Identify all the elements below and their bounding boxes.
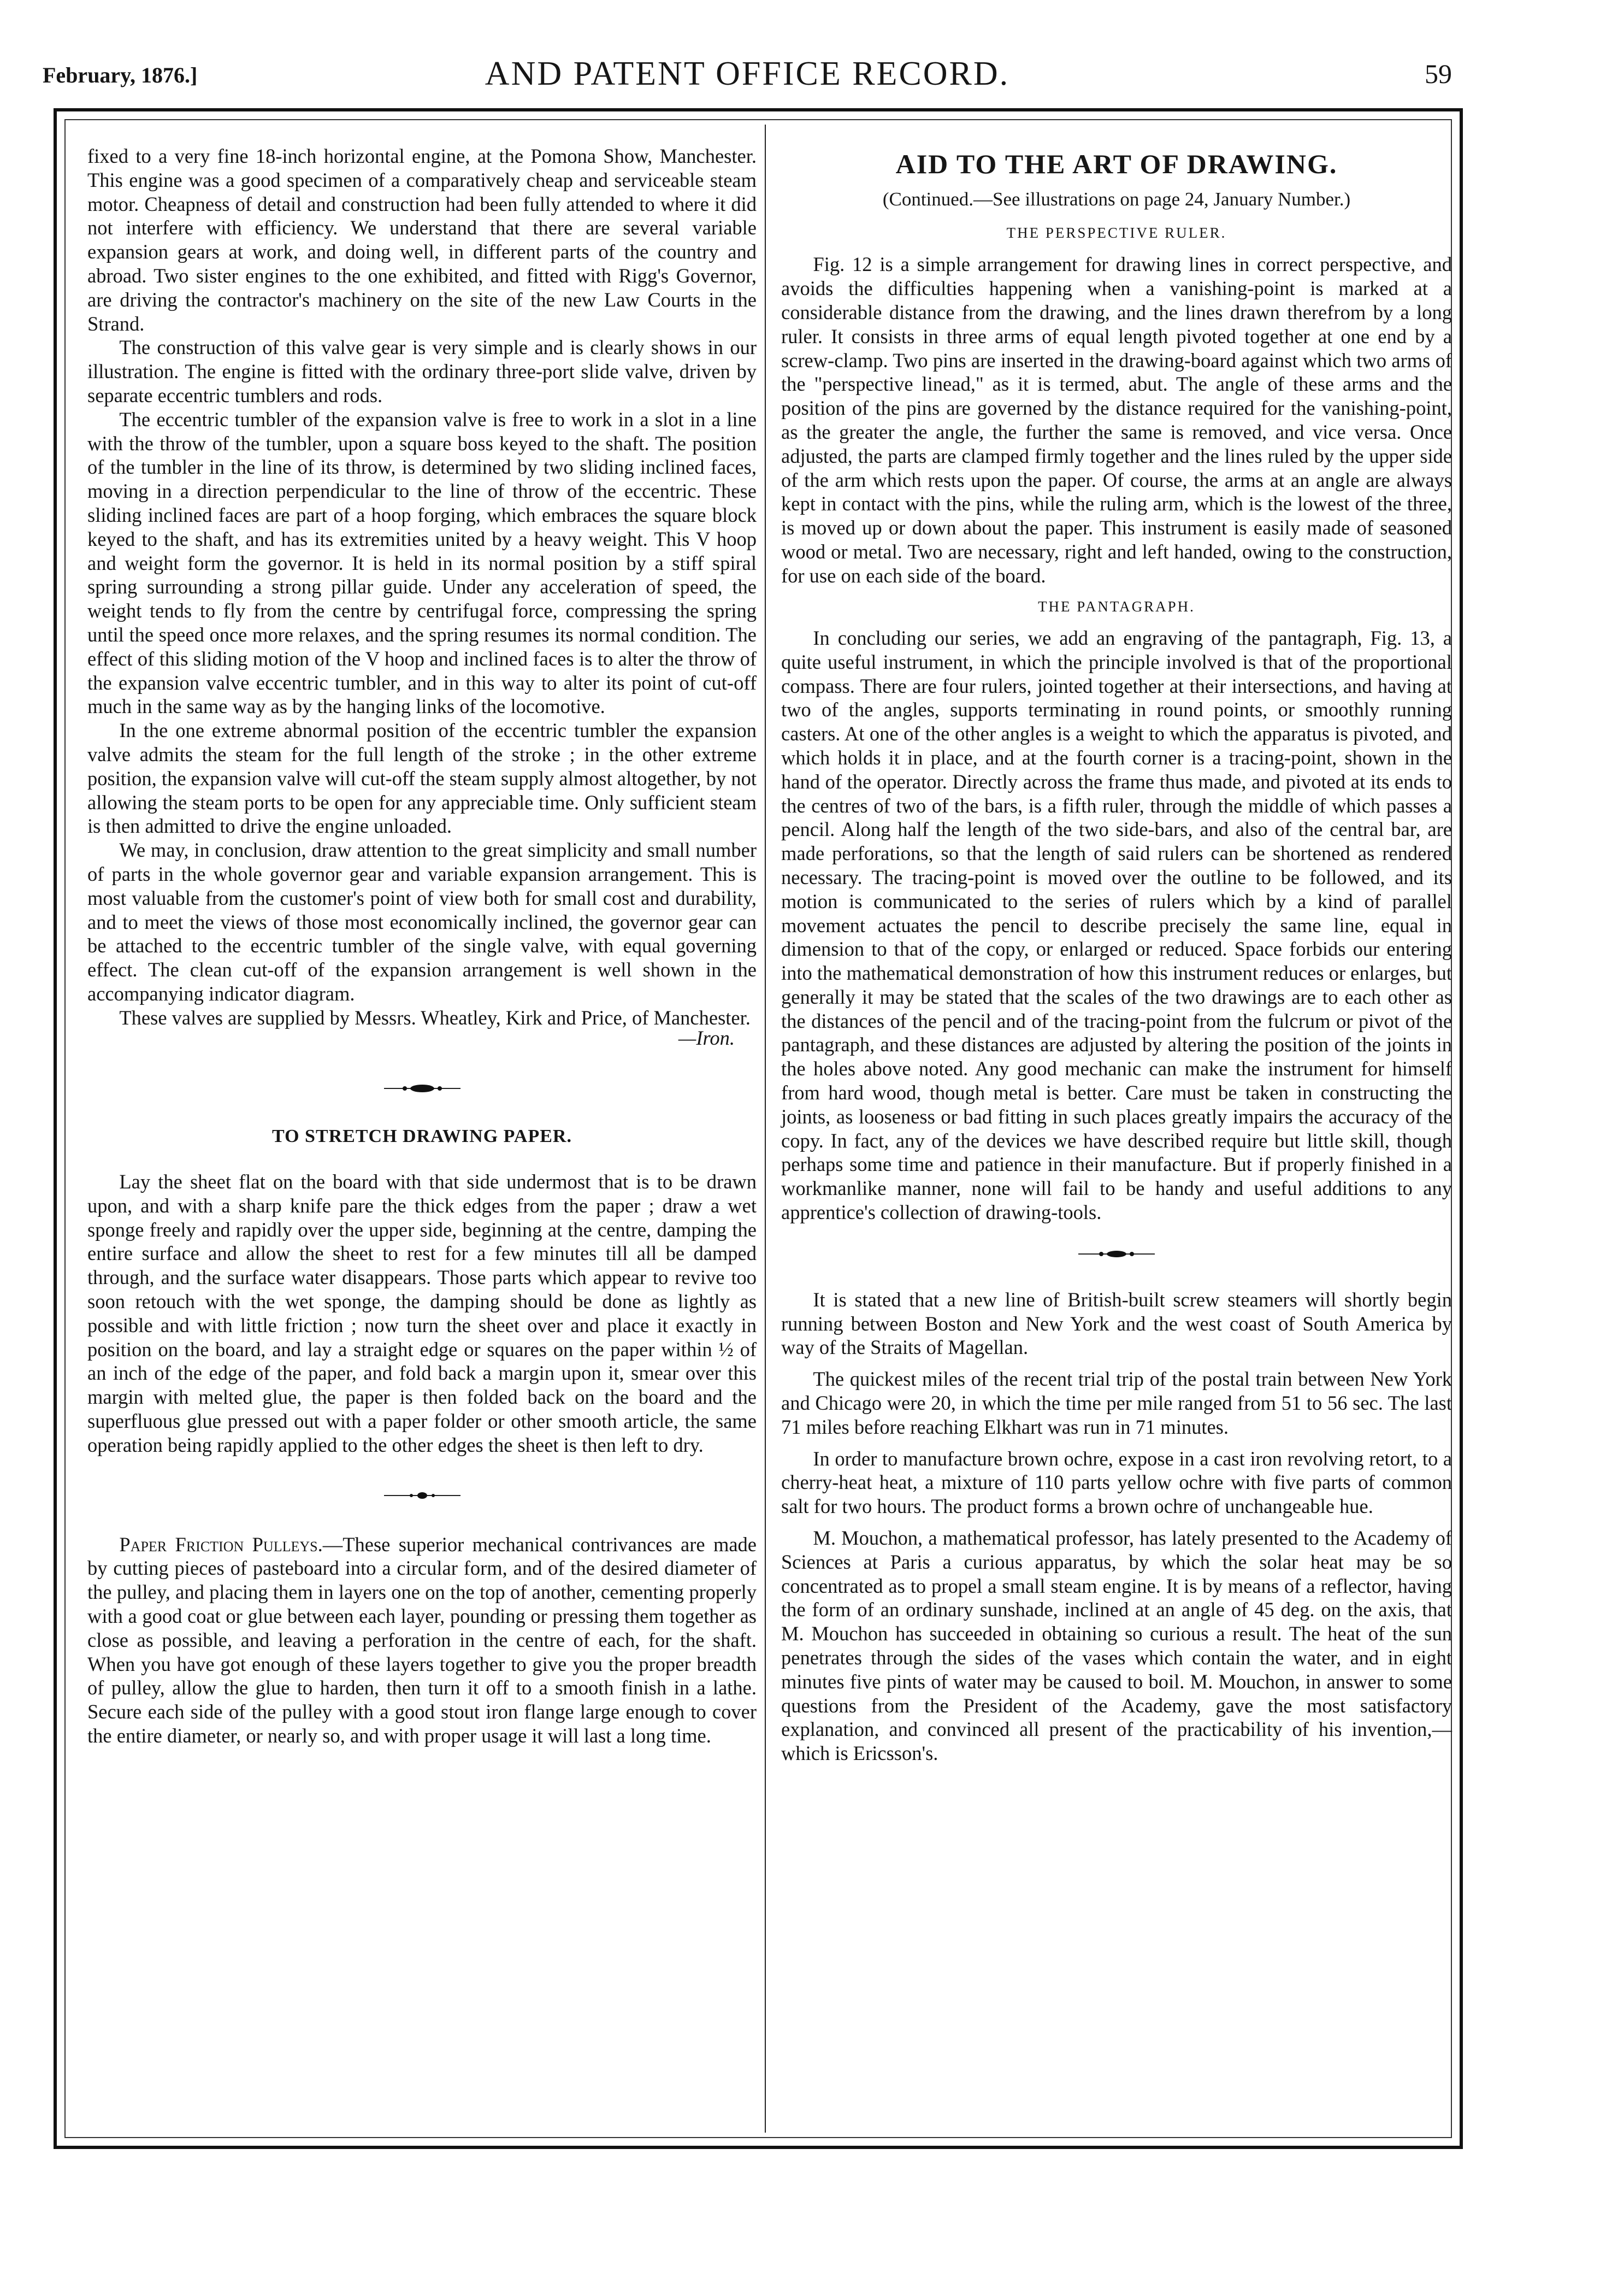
news-item: The quickest miles of the recent trial trip of the postal train between New York and Chicago were 20, in which the time per mile ranged from 51 to 56 sec. The last 71 miles before reaching Elkhart was run in 71 minutes. (781, 1368, 1452, 1438)
news-item: In order to manufacture brown ochre, expose in a cast iron revolving retort, to a cherry-heat heat, a mixture of 110 parts yellow ochre with five parts of common salt for two hours. The product forms a brown ochre of unchangeable hue. (781, 1447, 1452, 1518)
news-item: It is stated that a new line of British-built screw steamers will shortly begin running between Boston and New York and the west coast of South America by way of the Straits of Magellan. (781, 1288, 1452, 1359)
engine-paragraph-1: fixed to a very fine 18-inch horizontal engine, at the Pomona Show, Manchester. This engine was a good specimen of a comparatively cheap and serviceable steam motor. Cheapness of detail and construction had been fully attended to where it did not interfere with efficiency. We understand that there are several variable expansion gears at work, and doing well, in different parts of the country and abroad. Two sister engines to the one exhibited, and fitted with Rigg's Governor, are driving the contractor's machinery on the site of the new Law Courts in the Strand. (87, 145, 757, 335)
engine-paragraph-5: We may, in conclusion, draw attention to the great simplicity and small number of parts in the whole governor gear and variable expansion arrangement. This is most valuable from the customer's point of view both for small cost and durability, and to meet the views of those most economically inclined, the governor gear can be attached to the eccentric tumbler of the single valve, with equal governing effect. The clean cut-off of the expansion arrangement is well shown in the accompanying indicator diagram. (87, 839, 757, 1005)
stretch-title: TO STRETCH DRAWING PAPER. (272, 1126, 572, 1147)
pantagraph-subhead: THE PANTAGRAPH. (1038, 598, 1195, 615)
header-title: AND PATENT OFFICE RECORD. (485, 55, 1010, 92)
pulleys-body: —These superior mechanical contrivances are made by cutting pieces of pasteboard into a circular form, and of the desired diameter of the pulley, and placing them in layers one on the top of another, cementing properly with a good coat or glue between each layer, pounding or pressing them together as close as possible, and leaving a perforation in the centre of each, for the shaft. When you have got enough of these layers together to give you the proper breadth of pulley, allow the glue to harden, then turn it off to a smooth finish in a lathe. Secure each side of the pulley with a good stout iron flange large enough to cover the entire diameter, or nearly so, and with proper usage it will last a long time. (87, 1533, 757, 1747)
pantagraph-body: In concluding our series, we add an engraving of the pantagraph, Fig. 13, a quite useful instrument, in which the principle involved is that of the proportional compass. There are four rulers, jointed together at their intersections, and having at two of the angles, supports terminating in round points, or smoothly running casters. At one of the other angles is a weight to which the apparatus is pivoted, and which holds it in place, and at the fourth corner is a tracing-point, shown in the hand of the operator. Directly across the frame thus made, and pivoted at its ends to the centres of two of the bars, is a fifth ruler, through the middle of which passes a pencil. Along half the length of the two side-bars, and also of the central bar, are made perforations, so that the length of said rulers can be shortened as rendered necessary. The tracing-point is moved over the outline to be followed, and its motion is communicated to the series of rulers which by a kind of parallel movement actuates the pencil to describe precisely the same line, equal in dimension to that of the copy, or enlarged or reduced. Space forbids our entering into the mathematical demonstration of how this instrument reduces or enlarges, but generally it may be stated that the scales of the two drawings are to each other as the distances of the pencil and of the tracing-point from the fulcrum or pivot of the pantagraph, and these distances are adjusted by altering the position of the joints in the holes above noted. Any good mechanic can make the instrument for himself from hard wood, though metal is better. Care must be taken in constructing the joints, as looseness or bad fitting in such places greatly impairs the accuracy of the copy. In fact, any of the devices we have described require but little skill, though perhaps some time and patience in their manufacture. But if properly finished in a workmanlike manner, none will fail to be handy and useful additions to any apprentice's collection of drawing-tools. (781, 626, 1452, 1224)
news-item: M. Mouchon, a mathematical professor, has lately presented to the Academy of Sciences at Paris a curious apparatus, by which the solar heat may be so concentrated as to propel a small steam engine. It is by means of a reflector, having the form of an ordinary sunshade, inclined at an angle of 45 deg. on the axis, that M. Mouchon has succeeded in obtaining so curious a result. The heat of the sun penetrates through the sides of the vases which contain the water, and in eight minutes five pints of water may be caused to boil. M. Mouchon, in answer to some questions from the President of the Academy, gave the most satisfactory explanation, and convinced all present of the practicability of his invention,—which is Ericsson's. (781, 1527, 1452, 1765)
ornament-divider (384, 1490, 460, 1501)
engine-paragraph-3: The eccentric tumbler of the expansion valve is free to work in a slot in a line with the throw of the tumbler, upon a square boss keyed to the shaft. The position of the tumbler in the line of its throw, is determined by two sliding inclined faces, moving in a direction perpendicular to the line of throw of the eccentric. These sliding inclined faces are part of a hoop forging, which embraces the square block keyed to the shaft, and has its extremities united by a heavy weight. This V hoop and weight form the governor. It is held in its normal position by a stiff spiral spring surrounding a strong pillar guide. Under any acceleration of speed, the weight tends to fly from the centre by centrifugal force, compressing the spring until the speed once more relaxes, and the spring resumes its normal condition. The effect of this sliding motion of the V hoop and inclined faces is to alter the throw of the expansion valve eccentric tumbler, and in this way to alter its point of cut-off much in the same way as by the hanging links of the locomotive. (87, 408, 757, 718)
ornament-divider (1078, 1249, 1155, 1259)
pulleys-lead: Paper Friction Pulleys. (119, 1533, 323, 1556)
ruler-body: Fig. 12 is a simple arrangement for drawing lines in correct perspective, and avoids the difficulties happening when a vanishing-point is marked at a considerable distance from the drawing, and the lines drawn therefrom by a long ruler. It consists in three arms of equal length pivoted together at one end by a screw-clamp. Two pins are inserted in the drawing-board against which two arms of the "perspective linead," as it is termed, abut. The angle of these arms and the position of the pins are governed by the distance required for the vanishing-point, as the greater the angle, the further the same is removed, and vice versa. Once adjusted, the parts are clamped firmly together and the lines ruled by the upper side of the arm which rests upon the paper. Of course, the arms at an angle are always kept in contact with the pins, while the ruling arm, which is the lowest of the three, is moved up or down about the paper. This instrument is easily made of seasoned wood or metal. Two are necessary, right and left handed, owing to the construction, for use on each side of the board. (781, 253, 1452, 587)
inner-rule (64, 119, 1452, 2138)
pulleys-paragraph (87, 1533, 757, 1748)
engine-paragraph-6: These valves are supplied by Messrs. Wheatley, Kirk and Price, of Manchester. (119, 1006, 751, 1029)
right-column (781, 144, 1452, 1765)
stretch-body: Lay the sheet flat on the board with that side undermost that is to be drawn upon, and with a sharp knife pare the thick edges from the paper ; draw a wet sponge freely and rapidly over the upper side, beginning at the centre, damping the entire surface and allow the sheet to rest for a few minutes till all be damped through, and the surface water disappears. Those parts which appear to revive too soon retouch with the wet sponge, the damping should be done as lightly as possible and with little friction ; now turn the sheet over and place it exactly in position on the board, and lay a straight edge or squares on the paper within ½ of an inch of the edge of the paper, and fold back a margin upon it, smear over this margin with melted glue, the paper is then folded back on the board and the superfluous glue pressed out with a paper folder or other smooth article, the same operation being rapidly applied to the other edges the sheet is then left to dry. (87, 1170, 757, 1456)
ornament-divider (384, 1083, 460, 1094)
page-number: 59 (1425, 58, 1452, 89)
header-date: February, 1876.] (43, 63, 198, 87)
source-attribution: —Iron. (678, 1027, 735, 1050)
ruler-subhead: THE PERSPECTIVE RULER. (1006, 225, 1227, 241)
engine-paragraph-4: In the one extreme abnormal position of the eccentric tumbler the expansion valve admits the steam for the full length of the stroke ; in the other extreme position, the expansion valve will cut-off the steam supply almost altogether, by not allowing the steam ports to be open for any appreciable time. Only sufficient steam is then admitted to drive the engine unloaded. (87, 719, 757, 838)
engine-paragraph-2: The construction of this valve gear is very simple and is clearly shows in our illustration. The engine is fitted with the ordinary three-port slide valve, driven by separate eccentric tumblers and rods. (87, 336, 757, 407)
column-divider (765, 125, 766, 2133)
left-column (87, 144, 757, 1748)
drawing-title: AID TO THE ART OF DRAWING. (895, 149, 1338, 179)
running-header (43, 55, 1452, 98)
page-frame (54, 108, 1463, 2149)
drawing-caption: (Continued.—See illustrations on page 24, January Number.) (882, 189, 1351, 210)
